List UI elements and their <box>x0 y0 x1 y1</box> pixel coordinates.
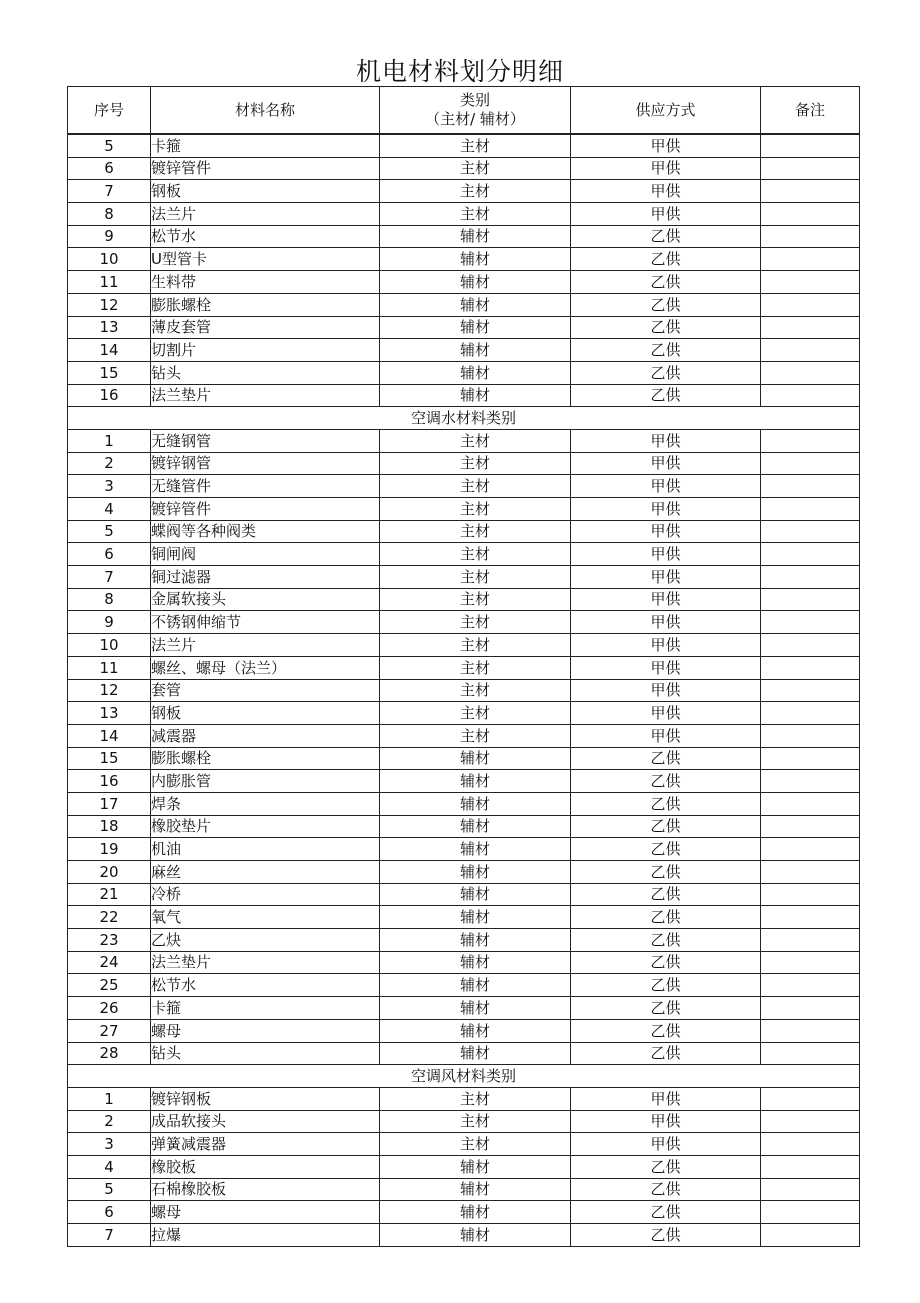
cell-supply: 甲供 <box>571 1110 761 1133</box>
cell-supply: 乙供 <box>571 974 761 997</box>
cell-remarks <box>761 520 860 543</box>
cell-no: 5 <box>68 520 151 543</box>
cell-name: 无缝钢管 <box>151 429 380 452</box>
cell-no: 14 <box>68 724 151 747</box>
cell-no: 10 <box>68 634 151 657</box>
cell-name: 套管 <box>151 679 380 702</box>
cell-supply: 乙供 <box>571 1019 761 1042</box>
table-row <box>68 747 860 770</box>
cell-supply: 甲供 <box>571 724 761 747</box>
cell-supply: 甲供 <box>571 1087 761 1110</box>
table-row <box>68 929 860 952</box>
cell-no: 16 <box>68 384 151 407</box>
cell-category: 辅材 <box>380 339 571 362</box>
cell-category: 主材 <box>380 543 571 566</box>
cell-name: 松节水 <box>151 225 380 248</box>
cell-supply: 甲供 <box>571 634 761 657</box>
cell-remarks <box>761 452 860 475</box>
cell-supply: 甲供 <box>571 566 761 589</box>
cell-name: 松节水 <box>151 974 380 997</box>
cell-no: 3 <box>68 1133 151 1156</box>
cell-supply: 乙供 <box>571 951 761 974</box>
cell-remarks <box>761 588 860 611</box>
cell-name: 卡箍 <box>151 997 380 1020</box>
table-row <box>68 543 860 566</box>
cell-category: 辅材 <box>380 225 571 248</box>
header-category-line1: 类别 <box>459 91 490 109</box>
cell-no: 27 <box>68 1019 151 1042</box>
cell-remarks <box>761 498 860 521</box>
section-row <box>68 407 860 430</box>
cell-no: 5 <box>68 134 151 157</box>
cell-name: 法兰片 <box>151 203 380 226</box>
cell-supply: 乙供 <box>571 384 761 407</box>
table-row <box>68 634 860 657</box>
cell-supply: 乙供 <box>571 271 761 294</box>
section-title: 空调水材料类别 <box>68 407 860 430</box>
cell-category: 辅材 <box>380 293 571 316</box>
table-row <box>68 316 860 339</box>
cell-no: 16 <box>68 770 151 793</box>
cell-supply: 甲供 <box>571 157 761 180</box>
cell-name: 膨胀螺栓 <box>151 747 380 770</box>
table-row <box>68 293 860 316</box>
cell-name: 螺母 <box>151 1201 380 1224</box>
cell-category: 主材 <box>380 134 571 157</box>
cell-supply: 乙供 <box>571 747 761 770</box>
cell-category: 主材 <box>380 588 571 611</box>
cell-remarks <box>761 157 860 180</box>
cell-name: 薄皮套管 <box>151 316 380 339</box>
cell-no: 8 <box>68 203 151 226</box>
cell-remarks <box>761 815 860 838</box>
cell-name: 螺丝、螺母（法兰） <box>151 656 380 679</box>
cell-category: 辅材 <box>380 271 571 294</box>
cell-supply: 甲供 <box>571 134 761 157</box>
cell-name: 麻丝 <box>151 861 380 884</box>
table-row <box>68 361 860 384</box>
header-category <box>380 87 571 135</box>
cell-name: 蝶阀等各种阀类 <box>151 520 380 543</box>
table-row <box>68 271 860 294</box>
cell-remarks <box>761 1110 860 1133</box>
cell-name: 膨胀螺栓 <box>151 293 380 316</box>
cell-no: 20 <box>68 861 151 884</box>
cell-no: 6 <box>68 543 151 566</box>
cell-name: 冷桥 <box>151 883 380 906</box>
cell-category: 主材 <box>380 1110 571 1133</box>
table-row <box>68 656 860 679</box>
cell-no: 6 <box>68 157 151 180</box>
cell-name: U型管卡 <box>151 248 380 271</box>
cell-supply: 乙供 <box>571 883 761 906</box>
cell-remarks <box>761 883 860 906</box>
cell-category: 主材 <box>380 498 571 521</box>
cell-no: 11 <box>68 656 151 679</box>
cell-remarks <box>761 248 860 271</box>
cell-no: 13 <box>68 316 151 339</box>
cell-no: 1 <box>68 429 151 452</box>
cell-remarks <box>761 543 860 566</box>
cell-name: 法兰片 <box>151 634 380 657</box>
cell-name: 卡箍 <box>151 134 380 157</box>
cell-category: 主材 <box>380 656 571 679</box>
cell-category: 主材 <box>380 520 571 543</box>
table-row <box>68 997 860 1020</box>
cell-remarks <box>761 1019 860 1042</box>
table-row <box>68 906 860 929</box>
cell-no: 9 <box>68 611 151 634</box>
cell-category: 辅材 <box>380 929 571 952</box>
section-title: 空调风材料类别 <box>68 1065 860 1088</box>
cell-no: 9 <box>68 225 151 248</box>
cell-name: 镀锌钢管 <box>151 452 380 475</box>
cell-remarks <box>761 974 860 997</box>
cell-name: 内膨胀管 <box>151 770 380 793</box>
cell-category: 主材 <box>380 157 571 180</box>
cell-no: 2 <box>68 452 151 475</box>
table-row <box>68 861 860 884</box>
cell-no: 24 <box>68 951 151 974</box>
cell-supply: 乙供 <box>571 997 761 1020</box>
cell-remarks <box>761 1201 860 1224</box>
table-body <box>68 134 860 1246</box>
cell-remarks <box>761 679 860 702</box>
table-row <box>68 611 860 634</box>
table-row <box>68 1133 860 1156</box>
cell-supply: 乙供 <box>571 1201 761 1224</box>
cell-remarks <box>761 997 860 1020</box>
cell-supply: 乙供 <box>571 293 761 316</box>
cell-remarks <box>761 747 860 770</box>
cell-remarks <box>761 203 860 226</box>
cell-name: 切割片 <box>151 339 380 362</box>
table-row <box>68 1178 860 1201</box>
cell-supply: 甲供 <box>571 611 761 634</box>
cell-remarks <box>761 225 860 248</box>
table-row <box>68 951 860 974</box>
cell-remarks <box>761 838 860 861</box>
cell-name: 成品软接头 <box>151 1110 380 1133</box>
cell-no: 1 <box>68 1087 151 1110</box>
header-no: 序号 <box>68 87 151 135</box>
header-remarks: 备注 <box>761 87 860 135</box>
cell-category: 辅材 <box>380 838 571 861</box>
cell-category: 辅材 <box>380 792 571 815</box>
cell-no: 17 <box>68 792 151 815</box>
cell-name: 钢板 <box>151 180 380 203</box>
cell-no: 21 <box>68 883 151 906</box>
cell-category: 辅材 <box>380 1201 571 1224</box>
cell-no: 4 <box>68 1155 151 1178</box>
cell-supply: 甲供 <box>571 543 761 566</box>
cell-name: 减震器 <box>151 724 380 747</box>
cell-category: 辅材 <box>380 361 571 384</box>
cell-remarks <box>761 1224 860 1247</box>
cell-name: 法兰垫片 <box>151 384 380 407</box>
header-category-line2: （主材/ 辅材） <box>425 110 525 128</box>
section-row <box>68 1065 860 1088</box>
cell-supply: 乙供 <box>571 1042 761 1065</box>
cell-category: 辅材 <box>380 997 571 1020</box>
cell-name: 氧气 <box>151 906 380 929</box>
table-row <box>68 724 860 747</box>
cell-supply: 甲供 <box>571 180 761 203</box>
cell-no: 15 <box>68 361 151 384</box>
cell-no: 28 <box>68 1042 151 1065</box>
cell-name: 生料带 <box>151 271 380 294</box>
cell-remarks <box>761 271 860 294</box>
cell-category: 主材 <box>380 452 571 475</box>
cell-supply: 乙供 <box>571 248 761 271</box>
cell-no: 4 <box>68 498 151 521</box>
cell-no: 22 <box>68 906 151 929</box>
table-row <box>68 1087 860 1110</box>
cell-name: 弹簧减震器 <box>151 1133 380 1156</box>
cell-name: 镀锌管件 <box>151 157 380 180</box>
cell-supply: 乙供 <box>571 1155 761 1178</box>
cell-supply: 甲供 <box>571 429 761 452</box>
cell-remarks <box>761 770 860 793</box>
cell-name: 金属软接头 <box>151 588 380 611</box>
cell-name: 无缝管件 <box>151 475 380 498</box>
cell-category: 辅材 <box>380 747 571 770</box>
header-name: 材料名称 <box>151 87 380 135</box>
cell-remarks <box>761 361 860 384</box>
cell-category: 辅材 <box>380 974 571 997</box>
cell-no: 14 <box>68 339 151 362</box>
cell-remarks <box>761 1087 860 1110</box>
table-row <box>68 248 860 271</box>
cell-category: 主材 <box>380 566 571 589</box>
table-row <box>68 1110 860 1133</box>
table-row <box>68 225 860 248</box>
cell-remarks <box>761 384 860 407</box>
table-row <box>68 883 860 906</box>
cell-supply: 乙供 <box>571 361 761 384</box>
cell-supply: 乙供 <box>571 1178 761 1201</box>
cell-supply: 乙供 <box>571 838 761 861</box>
cell-name: 焊条 <box>151 792 380 815</box>
table-row <box>68 520 860 543</box>
cell-category: 辅材 <box>380 861 571 884</box>
table-row <box>68 1019 860 1042</box>
cell-supply: 乙供 <box>571 1224 761 1247</box>
cell-category: 主材 <box>380 1133 571 1156</box>
cell-remarks <box>761 929 860 952</box>
cell-category: 辅材 <box>380 384 571 407</box>
cell-category: 辅材 <box>380 1042 571 1065</box>
cell-remarks <box>761 316 860 339</box>
cell-category: 主材 <box>380 475 571 498</box>
cell-no: 2 <box>68 1110 151 1133</box>
cell-remarks <box>761 634 860 657</box>
cell-no: 11 <box>68 271 151 294</box>
cell-supply: 甲供 <box>571 475 761 498</box>
cell-name: 钢板 <box>151 702 380 725</box>
cell-category: 辅材 <box>380 1019 571 1042</box>
cell-category: 主材 <box>380 429 571 452</box>
cell-category: 主材 <box>380 1087 571 1110</box>
cell-no: 19 <box>68 838 151 861</box>
cell-supply: 乙供 <box>571 815 761 838</box>
cell-name: 钻头 <box>151 1042 380 1065</box>
cell-remarks <box>761 566 860 589</box>
cell-no: 3 <box>68 475 151 498</box>
cell-remarks <box>761 429 860 452</box>
cell-remarks <box>761 1133 860 1156</box>
table-row <box>68 203 860 226</box>
table-row <box>68 679 860 702</box>
cell-category: 辅材 <box>380 770 571 793</box>
cell-category: 主材 <box>380 702 571 725</box>
header-supply: 供应方式 <box>571 87 761 135</box>
cell-category: 辅材 <box>380 248 571 271</box>
table-row <box>68 1224 860 1247</box>
cell-no: 15 <box>68 747 151 770</box>
cell-category: 主材 <box>380 180 571 203</box>
table-row <box>68 792 860 815</box>
table-row <box>68 1201 860 1224</box>
page-title: 机电材料划分明细 <box>355 57 564 86</box>
table-row <box>68 384 860 407</box>
cell-remarks <box>761 724 860 747</box>
cell-category: 主材 <box>380 203 571 226</box>
cell-name: 石棉橡胶板 <box>151 1178 380 1201</box>
table-row <box>68 588 860 611</box>
table-row <box>68 974 860 997</box>
table-row <box>68 815 860 838</box>
cell-category: 主材 <box>380 634 571 657</box>
cell-supply: 甲供 <box>571 656 761 679</box>
cell-name: 橡胶板 <box>151 1155 380 1178</box>
cell-remarks <box>761 792 860 815</box>
table-row <box>68 1042 860 1065</box>
cell-name: 橡胶垫片 <box>151 815 380 838</box>
cell-remarks <box>761 906 860 929</box>
table-row <box>68 770 860 793</box>
cell-no: 23 <box>68 929 151 952</box>
cell-no: 25 <box>68 974 151 997</box>
cell-category: 辅材 <box>380 1224 571 1247</box>
cell-supply: 甲供 <box>571 203 761 226</box>
cell-remarks <box>761 1178 860 1201</box>
table-row <box>68 134 860 157</box>
cell-remarks <box>761 180 860 203</box>
cell-no: 26 <box>68 997 151 1020</box>
cell-remarks <box>761 861 860 884</box>
cell-remarks <box>761 702 860 725</box>
cell-supply: 甲供 <box>571 1133 761 1156</box>
cell-supply: 乙供 <box>571 792 761 815</box>
table-row <box>68 566 860 589</box>
cell-name: 螺母 <box>151 1019 380 1042</box>
cell-remarks <box>761 134 860 157</box>
cell-supply: 甲供 <box>571 520 761 543</box>
cell-no: 5 <box>68 1178 151 1201</box>
materials-table <box>67 86 860 1247</box>
cell-category: 主材 <box>380 611 571 634</box>
cell-remarks <box>761 611 860 634</box>
header-row <box>68 87 860 135</box>
cell-no: 6 <box>68 1201 151 1224</box>
cell-supply: 甲供 <box>571 498 761 521</box>
cell-category: 辅材 <box>380 1155 571 1178</box>
cell-no: 7 <box>68 180 151 203</box>
cell-supply: 乙供 <box>571 316 761 339</box>
cell-name: 机油 <box>151 838 380 861</box>
cell-no: 13 <box>68 702 151 725</box>
cell-category: 辅材 <box>380 883 571 906</box>
cell-no: 8 <box>68 588 151 611</box>
cell-category: 主材 <box>380 724 571 747</box>
cell-supply: 乙供 <box>571 225 761 248</box>
table-row <box>68 838 860 861</box>
table-row <box>68 180 860 203</box>
cell-name: 乙炔 <box>151 929 380 952</box>
cell-no: 7 <box>68 566 151 589</box>
cell-name: 镀锌管件 <box>151 498 380 521</box>
cell-remarks <box>761 1155 860 1178</box>
cell-remarks <box>761 293 860 316</box>
cell-supply: 乙供 <box>571 929 761 952</box>
cell-category: 主材 <box>380 679 571 702</box>
cell-no: 18 <box>68 815 151 838</box>
cell-supply: 乙供 <box>571 906 761 929</box>
cell-name: 铜闸阀 <box>151 543 380 566</box>
cell-category: 辅材 <box>380 316 571 339</box>
cell-supply: 乙供 <box>571 770 761 793</box>
cell-name: 钻头 <box>151 361 380 384</box>
cell-category: 辅材 <box>380 1178 571 1201</box>
cell-remarks <box>761 951 860 974</box>
table-row <box>68 157 860 180</box>
cell-supply: 甲供 <box>571 702 761 725</box>
cell-remarks <box>761 656 860 679</box>
cell-supply: 甲供 <box>571 588 761 611</box>
cell-category: 辅材 <box>380 815 571 838</box>
cell-remarks <box>761 475 860 498</box>
cell-category: 辅材 <box>380 951 571 974</box>
table-row <box>68 475 860 498</box>
cell-name: 法兰垫片 <box>151 951 380 974</box>
cell-name: 镀锌钢板 <box>151 1087 380 1110</box>
cell-category: 辅材 <box>380 906 571 929</box>
cell-remarks <box>761 339 860 362</box>
cell-name: 铜过滤器 <box>151 566 380 589</box>
table-row <box>68 1155 860 1178</box>
cell-no: 7 <box>68 1224 151 1247</box>
table-row <box>68 452 860 475</box>
table-row <box>68 429 860 452</box>
cell-supply: 乙供 <box>571 339 761 362</box>
table-row <box>68 498 860 521</box>
cell-supply: 甲供 <box>571 679 761 702</box>
table-row <box>68 702 860 725</box>
cell-name: 拉爆 <box>151 1224 380 1247</box>
table-row <box>68 339 860 362</box>
cell-remarks <box>761 1042 860 1065</box>
cell-supply: 甲供 <box>571 452 761 475</box>
cell-supply: 乙供 <box>571 861 761 884</box>
cell-name: 不锈钢伸缩节 <box>151 611 380 634</box>
cell-no: 12 <box>68 679 151 702</box>
cell-no: 10 <box>68 248 151 271</box>
cell-no: 12 <box>68 293 151 316</box>
